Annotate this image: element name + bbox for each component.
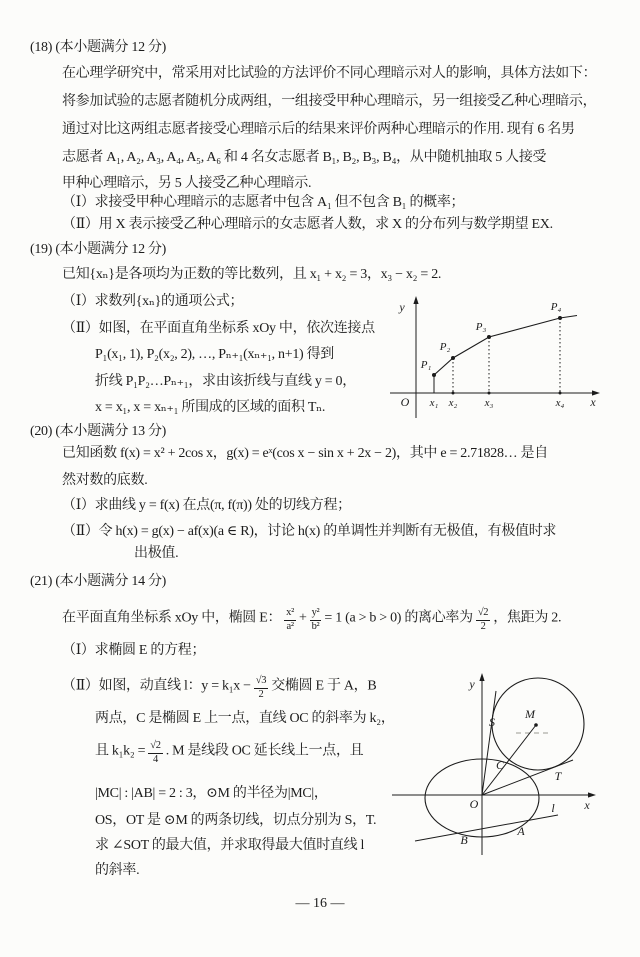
p18-part-1: （Ⅰ）求接受甲种心理暗示的志愿者中包含 A₁ 但不包含 B₁ 的概率； bbox=[62, 195, 465, 210]
label-P3: P₃ bbox=[475, 321, 487, 333]
label-T: T bbox=[554, 769, 562, 783]
fraction-y2-b2: $\frac{\text{y²}}{\text{b²}}$ bbox=[311, 607, 320, 632]
label-x2: x₂ bbox=[448, 397, 458, 409]
label-x3: x₃ bbox=[484, 397, 494, 409]
p19-part-2c: 折线 P₁P₂…Pₙ₊₁，求由该折线与直线 y = 0， bbox=[95, 374, 356, 389]
p18-body-3: 通过对比这两组志愿者接受心理暗示后的结果来评价两种心理暗示的作用. 现有 6 名男 bbox=[62, 122, 575, 137]
p18-body-5: 甲种心理暗示，另 5 人接受乙种心理暗示. bbox=[62, 176, 312, 191]
page-number: — 16 — bbox=[295, 896, 345, 911]
p21-part-2a-pre: （Ⅱ）如图，动直线 l：y = k₁x − bbox=[62, 678, 251, 694]
p19-part-1: （Ⅰ）求数列{xₙ}的通项公式； bbox=[62, 294, 244, 309]
label-x: x bbox=[584, 798, 590, 812]
p20-body-1: 已知函数 f(x) = x² + 2cos x，g(x) = eˣ(cos x − sin x + 2x − 2)，其中 e = 2.71828… 是自 bbox=[62, 446, 548, 461]
foot-x3 bbox=[488, 392, 491, 395]
label-origin: O bbox=[469, 797, 479, 811]
point-P4 bbox=[558, 316, 562, 320]
p20-part-1: （Ⅰ）求曲线 y = f(x) 在点(π, f(π)) 处的切线方程； bbox=[62, 498, 351, 513]
label-x4: x₄ bbox=[555, 397, 565, 409]
p21-part-2c-post: . M 是线段 OC 延长线上一点，且 bbox=[165, 743, 364, 759]
p21-body-1-mid: = 1 (a > b > 0) 的离心率为 bbox=[324, 610, 473, 626]
p21-part-2g: 的斜率. bbox=[95, 863, 140, 878]
p21-body-1-pre: 在平面直角坐标系 xOy 中，椭圆 E： bbox=[62, 610, 282, 626]
point-P2 bbox=[451, 356, 455, 360]
p19-part-2a: （Ⅱ）如图，在平面直角坐标系 xOy 中，依次连接点 bbox=[62, 321, 375, 336]
sequence-polyline-figure bbox=[388, 288, 603, 423]
label-P1: P₁ bbox=[420, 359, 432, 371]
label-P2: P₂ bbox=[439, 341, 451, 353]
p18-body-2: 将参加试验的志愿者随机分成两组，一组接受甲种心理暗示，另一组接受乙种心理暗示， bbox=[62, 94, 597, 109]
foot-x4 bbox=[559, 392, 562, 395]
p21-header: (21) (本小题满分 14 分) bbox=[30, 574, 167, 589]
point-M bbox=[534, 723, 538, 727]
label-C: C bbox=[495, 758, 505, 772]
p21-part-2a bbox=[62, 676, 376, 700]
fraction-sqrt2-2: $\frac{√2}{2}$ bbox=[477, 607, 489, 632]
p20-body-2: 然对数的底数. bbox=[62, 473, 148, 488]
p21-part-1: （Ⅰ）求椭圆 E 的方程； bbox=[62, 643, 206, 658]
polyline-P1-P4 bbox=[434, 316, 577, 376]
label-y: y bbox=[469, 677, 475, 691]
label-origin: O bbox=[400, 395, 410, 409]
p21-part-2c bbox=[95, 741, 363, 765]
y-axis-arrow-icon bbox=[479, 673, 484, 681]
fraction-sqrt3-2: $\frac{√3}{2}$ bbox=[255, 675, 267, 700]
circle-M bbox=[492, 678, 584, 770]
ellipse-circle-figure bbox=[388, 655, 640, 885]
p21-part-2c-pre: 且 k₁k₂ = bbox=[95, 743, 146, 759]
label-x1: x₁ bbox=[429, 397, 439, 409]
foot-x2 bbox=[452, 392, 455, 395]
label-y: y bbox=[399, 300, 405, 314]
p18-header: (18) (本小题满分 12 分) bbox=[30, 40, 167, 55]
point-P3 bbox=[487, 335, 491, 339]
p19-part-2d: x = x₁, x = xₙ₊₁ 所围成的区域的面积 Tₙ. bbox=[95, 400, 326, 415]
x-axis-arrow-icon bbox=[588, 792, 596, 797]
p21-part-2b: 两点，C 是椭圆 E 上一点，直线 OC 的斜率为 k₂， bbox=[95, 711, 395, 726]
p20-header: (20) (本小题满分 13 分) bbox=[30, 424, 167, 439]
p21-part-2a-post: 交椭圆 E 于 A，B bbox=[271, 678, 377, 694]
label-A: A bbox=[517, 824, 525, 838]
p21-body-1 bbox=[62, 608, 561, 632]
p18-part-2: （Ⅱ）用 X 表示接受乙种心理暗示的女志愿者人数，求 X 的分布列与数学期望 EX. bbox=[62, 217, 553, 232]
y-axis-arrow-icon bbox=[413, 296, 418, 304]
p18-body-1: 在心理学研究中，常采用对比试验的方法评价不同心理暗示对人的影响，具体方法如下： bbox=[62, 66, 597, 81]
point-P1 bbox=[432, 373, 436, 377]
fraction-x2-a2: $\frac{\text{x²}}{\text{a²}}$ bbox=[286, 607, 294, 632]
p21-body-1-post: ，焦距为 2. bbox=[493, 610, 562, 626]
p21-part-2d: |MC| : |AB| = 2 : 3，⊙M 的半径为|MC|， bbox=[95, 786, 328, 801]
label-B: B bbox=[460, 833, 468, 847]
label-l: l bbox=[551, 801, 555, 815]
p21-part-2e: OS，OT 是 ⊙M 的两条切线，切点分别为 S，T. bbox=[95, 813, 377, 828]
fraction-sqrt2-4: $\frac{√2}{4}$ bbox=[150, 740, 161, 765]
p19-header: (19) (本小题满分 12 分) bbox=[30, 242, 167, 257]
label-x: x bbox=[590, 395, 596, 409]
p20-part-2b: 出极值. bbox=[134, 546, 179, 561]
p21-part-2f: 求 ∠SOT 的最大值，并求取得最大值时直线 l bbox=[95, 838, 365, 853]
label-M: M bbox=[525, 707, 535, 721]
p19-part-2b: P₁(x₁, 1), P₂(x₂, 2), …, Pₙ₊₁(xₙ₊₁, n+1) 得到 bbox=[95, 347, 335, 362]
p18-body-4: 志愿者 A₁, A₂, A₃, A₄, A₅, A₆ 和 4 名女志愿者 B₁, B₂, B₃, B₄，从中随机抽取 5 人接受 bbox=[62, 150, 547, 165]
p21-body-1-plus: + bbox=[298, 610, 307, 626]
p20-part-2a: （Ⅱ）令 h(x) = g(x) − af(x)(a ∈ R)，讨论 h(x) 的单调性并判断有无极值，有极值时求 bbox=[62, 524, 557, 539]
p19-body-1: 已知{xₙ}是各项均为正数的等比数列，且 x₁ + x₂ = 3，x₃ − x₂ = 2. bbox=[62, 267, 442, 282]
label-S: S bbox=[489, 715, 495, 729]
label-P4: P₄ bbox=[550, 301, 562, 313]
